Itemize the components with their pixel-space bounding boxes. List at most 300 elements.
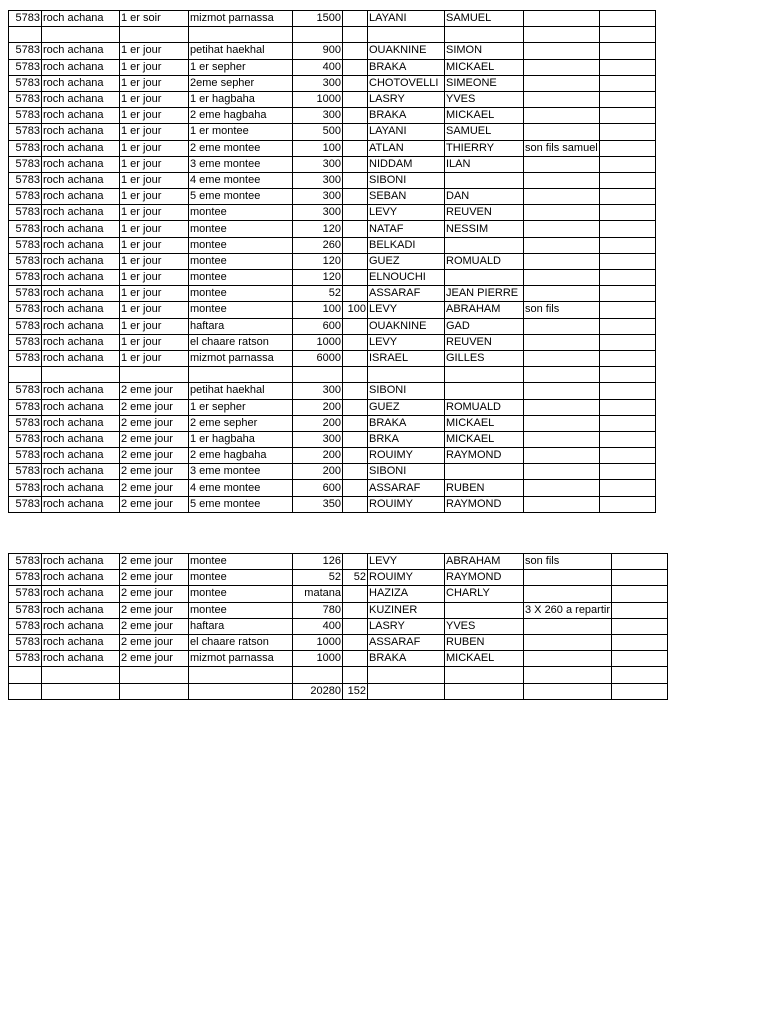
cell-note[interactable] bbox=[524, 570, 612, 586]
cell-day[interactable]: 1 er jour bbox=[120, 253, 189, 269]
cell-amount[interactable]: 1000 bbox=[293, 651, 343, 667]
cell-last-name[interactable]: BRAKA bbox=[368, 108, 445, 124]
cell-extra[interactable] bbox=[612, 586, 668, 602]
cell-year[interactable]: 5783 bbox=[9, 618, 42, 634]
cell-amount[interactable]: 20280 bbox=[293, 683, 343, 699]
cell-day[interactable]: 1 er jour bbox=[120, 59, 189, 75]
cell-note[interactable] bbox=[524, 496, 600, 512]
cell-paid[interactable] bbox=[343, 43, 368, 59]
cell-year[interactable]: 5783 bbox=[9, 172, 42, 188]
cell-extra[interactable] bbox=[599, 172, 655, 188]
cell-day[interactable]: 1 er jour bbox=[120, 91, 189, 107]
cell-note[interactable] bbox=[524, 108, 600, 124]
cell-last-name[interactable]: SIBONI bbox=[368, 464, 445, 480]
cell-honor[interactable] bbox=[189, 667, 293, 683]
cell-amount[interactable]: 350 bbox=[293, 496, 343, 512]
cell-first-name[interactable]: RAYMOND bbox=[445, 570, 524, 586]
cell-paid[interactable] bbox=[343, 496, 368, 512]
cell-day[interactable]: 1 er jour bbox=[120, 334, 189, 350]
cell-extra[interactable] bbox=[599, 205, 655, 221]
cell-extra[interactable] bbox=[599, 350, 655, 366]
cell-day[interactable]: 2 eme jour bbox=[120, 399, 189, 415]
cell-last-name[interactable]: GUEZ bbox=[368, 399, 445, 415]
cell-day[interactable]: 1 er jour bbox=[120, 189, 189, 205]
cell-extra[interactable] bbox=[599, 464, 655, 480]
cell-last-name[interactable] bbox=[368, 367, 445, 383]
cell-day[interactable]: 2 eme jour bbox=[120, 431, 189, 447]
cell-last-name[interactable] bbox=[368, 683, 445, 699]
cell-first-name[interactable]: CHARLY bbox=[445, 586, 524, 602]
cell-honor[interactable] bbox=[189, 367, 293, 383]
cell-year[interactable] bbox=[9, 667, 42, 683]
cell-amount[interactable]: 300 bbox=[293, 172, 343, 188]
cell-first-name[interactable]: GAD bbox=[445, 318, 524, 334]
cell-last-name[interactable]: OUAKNINE bbox=[368, 318, 445, 334]
cell-note[interactable] bbox=[524, 75, 600, 91]
cell-first-name[interactable]: MICKAEL bbox=[445, 431, 524, 447]
cell-day[interactable]: 1 er jour bbox=[120, 124, 189, 140]
cell-paid[interactable] bbox=[343, 651, 368, 667]
cell-note[interactable] bbox=[524, 651, 612, 667]
cell-last-name[interactable]: BELKADI bbox=[368, 237, 445, 253]
cell-paid[interactable] bbox=[343, 480, 368, 496]
cell-last-name[interactable]: GUEZ bbox=[368, 253, 445, 269]
cell-day[interactable] bbox=[120, 27, 189, 43]
cell-note[interactable] bbox=[524, 667, 612, 683]
cell-honor[interactable]: 1 er sepher bbox=[189, 59, 293, 75]
cell-extra[interactable] bbox=[599, 11, 655, 27]
cell-first-name[interactable]: MICKAEL bbox=[445, 108, 524, 124]
cell-event[interactable] bbox=[42, 27, 120, 43]
cell-first-name[interactable] bbox=[445, 367, 524, 383]
cell-extra[interactable] bbox=[599, 253, 655, 269]
cell-event[interactable]: roch achana bbox=[42, 286, 120, 302]
cell-paid[interactable]: 100 bbox=[343, 302, 368, 318]
cell-event[interactable]: roch achana bbox=[42, 448, 120, 464]
cell-first-name[interactable]: YVES bbox=[445, 618, 524, 634]
cell-amount[interactable] bbox=[293, 667, 343, 683]
cell-first-name[interactable] bbox=[445, 683, 524, 699]
cell-event[interactable] bbox=[42, 367, 120, 383]
cell-event[interactable]: roch achana bbox=[42, 399, 120, 415]
cell-last-name[interactable] bbox=[368, 27, 445, 43]
cell-year[interactable]: 5783 bbox=[9, 140, 42, 156]
cell-year[interactable]: 5783 bbox=[9, 554, 42, 570]
cell-honor[interactable]: montee bbox=[189, 205, 293, 221]
cell-amount[interactable]: 200 bbox=[293, 399, 343, 415]
cell-extra[interactable] bbox=[599, 415, 655, 431]
cell-event[interactable]: roch achana bbox=[42, 651, 120, 667]
cell-amount[interactable] bbox=[293, 27, 343, 43]
cell-amount[interactable]: 260 bbox=[293, 237, 343, 253]
cell-extra[interactable] bbox=[612, 634, 668, 650]
cell-honor[interactable]: el chaare ratson bbox=[189, 634, 293, 650]
cell-note[interactable] bbox=[524, 253, 600, 269]
cell-day[interactable]: 1 er soir bbox=[120, 11, 189, 27]
cell-note[interactable] bbox=[524, 480, 600, 496]
cell-first-name[interactable]: ROMUALD bbox=[445, 399, 524, 415]
cell-note[interactable] bbox=[524, 334, 600, 350]
cell-note[interactable] bbox=[524, 172, 600, 188]
cell-amount[interactable]: 300 bbox=[293, 383, 343, 399]
cell-day[interactable]: 1 er jour bbox=[120, 221, 189, 237]
cell-honor[interactable]: montee bbox=[189, 270, 293, 286]
cell-event[interactable]: roch achana bbox=[42, 59, 120, 75]
cell-honor[interactable]: 4 eme montee bbox=[189, 480, 293, 496]
cell-honor[interactable]: montee bbox=[189, 302, 293, 318]
cell-first-name[interactable]: ROMUALD bbox=[445, 253, 524, 269]
cell-amount[interactable]: 126 bbox=[293, 554, 343, 570]
cell-paid[interactable] bbox=[343, 667, 368, 683]
cell-year[interactable]: 5783 bbox=[9, 205, 42, 221]
cell-day[interactable]: 2 eme jour bbox=[120, 448, 189, 464]
cell-last-name[interactable]: NIDDAM bbox=[368, 156, 445, 172]
cell-day[interactable]: 2 eme jour bbox=[120, 496, 189, 512]
cell-honor[interactable]: 1 er hagbaha bbox=[189, 91, 293, 107]
cell-note[interactable] bbox=[524, 205, 600, 221]
cell-amount[interactable]: 600 bbox=[293, 480, 343, 496]
cell-honor[interactable]: montee bbox=[189, 286, 293, 302]
cell-honor[interactable]: montee bbox=[189, 221, 293, 237]
cell-event[interactable]: roch achana bbox=[42, 205, 120, 221]
cell-first-name[interactable] bbox=[445, 383, 524, 399]
cell-day[interactable]: 2 eme jour bbox=[120, 415, 189, 431]
cell-honor[interactable]: 3 eme montee bbox=[189, 464, 293, 480]
cell-note[interactable] bbox=[524, 11, 600, 27]
cell-honor[interactable]: petihat haekhal bbox=[189, 43, 293, 59]
cell-amount[interactable]: 400 bbox=[293, 618, 343, 634]
cell-honor[interactable]: montee bbox=[189, 554, 293, 570]
cell-paid[interactable] bbox=[343, 334, 368, 350]
cell-honor[interactable]: montee bbox=[189, 602, 293, 618]
cell-paid[interactable] bbox=[343, 253, 368, 269]
cell-extra[interactable] bbox=[599, 124, 655, 140]
cell-extra[interactable] bbox=[599, 270, 655, 286]
cell-honor[interactable]: montee bbox=[189, 253, 293, 269]
cell-last-name[interactable]: ASSARAF bbox=[368, 634, 445, 650]
cell-amount[interactable]: 300 bbox=[293, 156, 343, 172]
cell-year[interactable]: 5783 bbox=[9, 286, 42, 302]
cell-note[interactable]: 3 X 260 a repartir bbox=[524, 602, 612, 618]
cell-note[interactable] bbox=[524, 367, 600, 383]
cell-last-name[interactable]: ROUIMY bbox=[368, 570, 445, 586]
cell-day[interactable]: 2 eme jour bbox=[120, 634, 189, 650]
cell-honor[interactable]: petihat haekhal bbox=[189, 383, 293, 399]
cell-last-name[interactable]: OUAKNINE bbox=[368, 43, 445, 59]
cell-paid[interactable] bbox=[343, 431, 368, 447]
cell-note[interactable] bbox=[524, 27, 600, 43]
cell-first-name[interactable] bbox=[445, 172, 524, 188]
cell-last-name[interactable]: CHOTOVELLI bbox=[368, 75, 445, 91]
cell-last-name[interactable]: LEVY bbox=[368, 302, 445, 318]
cell-note[interactable] bbox=[524, 586, 612, 602]
cell-day[interactable]: 1 er jour bbox=[120, 318, 189, 334]
cell-honor[interactable]: 2 eme hagbaha bbox=[189, 108, 293, 124]
cell-amount[interactable]: 52 bbox=[293, 570, 343, 586]
cell-extra[interactable] bbox=[612, 554, 668, 570]
cell-honor[interactable]: mizmot parnassa bbox=[189, 651, 293, 667]
cell-first-name[interactable]: SAMUEL bbox=[445, 11, 524, 27]
cell-last-name[interactable] bbox=[368, 667, 445, 683]
cell-paid[interactable] bbox=[343, 383, 368, 399]
cell-paid[interactable] bbox=[343, 618, 368, 634]
cell-paid[interactable] bbox=[343, 11, 368, 27]
cell-honor[interactable]: mizmot parnassa bbox=[189, 11, 293, 27]
cell-honor[interactable]: mizmot parnassa bbox=[189, 350, 293, 366]
cell-day[interactable]: 1 er jour bbox=[120, 286, 189, 302]
cell-paid[interactable] bbox=[343, 27, 368, 43]
cell-honor[interactable] bbox=[189, 27, 293, 43]
cell-note[interactable] bbox=[524, 59, 600, 75]
cell-paid[interactable] bbox=[343, 415, 368, 431]
cell-last-name[interactable]: LASRY bbox=[368, 618, 445, 634]
cell-year[interactable]: 5783 bbox=[9, 334, 42, 350]
cell-event[interactable]: roch achana bbox=[42, 108, 120, 124]
cell-amount[interactable] bbox=[293, 367, 343, 383]
cell-first-name[interactable]: JEAN PIERRE bbox=[445, 286, 524, 302]
cell-honor[interactable]: haftara bbox=[189, 618, 293, 634]
cell-year[interactable]: 5783 bbox=[9, 59, 42, 75]
cell-paid[interactable] bbox=[343, 399, 368, 415]
cell-paid[interactable] bbox=[343, 91, 368, 107]
cell-event[interactable]: roch achana bbox=[42, 91, 120, 107]
cell-paid[interactable] bbox=[343, 140, 368, 156]
cell-year[interactable]: 5783 bbox=[9, 602, 42, 618]
cell-note[interactable] bbox=[524, 286, 600, 302]
cell-year[interactable]: 5783 bbox=[9, 302, 42, 318]
cell-day[interactable]: 1 er jour bbox=[120, 237, 189, 253]
cell-extra[interactable] bbox=[599, 302, 655, 318]
cell-honor[interactable]: 5 eme montee bbox=[189, 189, 293, 205]
cell-year[interactable]: 5783 bbox=[9, 496, 42, 512]
cell-first-name[interactable] bbox=[445, 667, 524, 683]
cell-event[interactable]: roch achana bbox=[42, 350, 120, 366]
cell-year[interactable]: 5783 bbox=[9, 651, 42, 667]
cell-amount[interactable]: 120 bbox=[293, 270, 343, 286]
cell-paid[interactable] bbox=[343, 350, 368, 366]
cell-first-name[interactable]: DAN bbox=[445, 189, 524, 205]
cell-last-name[interactable]: LAYANI bbox=[368, 124, 445, 140]
cell-note[interactable] bbox=[524, 383, 600, 399]
cell-note[interactable] bbox=[524, 270, 600, 286]
cell-extra[interactable] bbox=[612, 651, 668, 667]
cell-year[interactable]: 5783 bbox=[9, 415, 42, 431]
cell-amount[interactable]: 200 bbox=[293, 448, 343, 464]
cell-event[interactable]: roch achana bbox=[42, 318, 120, 334]
cell-year[interactable]: 5783 bbox=[9, 270, 42, 286]
cell-extra[interactable] bbox=[599, 27, 655, 43]
cell-paid[interactable] bbox=[343, 189, 368, 205]
cell-first-name[interactable]: ABRAHAM bbox=[445, 554, 524, 570]
cell-day[interactable]: 1 er jour bbox=[120, 75, 189, 91]
cell-year[interactable]: 5783 bbox=[9, 253, 42, 269]
cell-year[interactable] bbox=[9, 683, 42, 699]
cell-note[interactable]: son fils samuel bbox=[524, 140, 600, 156]
cell-year[interactable]: 5783 bbox=[9, 399, 42, 415]
cell-year[interactable] bbox=[9, 367, 42, 383]
cell-extra[interactable] bbox=[599, 496, 655, 512]
cell-first-name[interactable]: RAYMOND bbox=[445, 448, 524, 464]
cell-extra[interactable] bbox=[612, 667, 668, 683]
cell-honor[interactable]: montee bbox=[189, 586, 293, 602]
cell-amount[interactable]: 200 bbox=[293, 464, 343, 480]
cell-paid[interactable] bbox=[343, 464, 368, 480]
cell-note[interactable] bbox=[524, 350, 600, 366]
cell-day[interactable]: 2 eme jour bbox=[120, 383, 189, 399]
cell-year[interactable]: 5783 bbox=[9, 221, 42, 237]
cell-last-name[interactable]: ROUIMY bbox=[368, 448, 445, 464]
cell-event[interactable]: roch achana bbox=[42, 415, 120, 431]
cell-extra[interactable] bbox=[599, 156, 655, 172]
cell-note[interactable] bbox=[524, 618, 612, 634]
cell-year[interactable]: 5783 bbox=[9, 464, 42, 480]
cell-last-name[interactable]: ASSARAF bbox=[368, 480, 445, 496]
cell-last-name[interactable]: SEBAN bbox=[368, 189, 445, 205]
cell-paid[interactable] bbox=[343, 59, 368, 75]
cell-year[interactable]: 5783 bbox=[9, 75, 42, 91]
cell-first-name[interactable]: MICKAEL bbox=[445, 651, 524, 667]
cell-amount[interactable]: 120 bbox=[293, 253, 343, 269]
cell-first-name[interactable] bbox=[445, 602, 524, 618]
cell-note[interactable] bbox=[524, 448, 600, 464]
cell-amount[interactable]: 1000 bbox=[293, 91, 343, 107]
cell-amount[interactable]: 600 bbox=[293, 318, 343, 334]
cell-note[interactable] bbox=[524, 399, 600, 415]
cell-amount[interactable]: 6000 bbox=[293, 350, 343, 366]
cell-event[interactable]: roch achana bbox=[42, 496, 120, 512]
cell-note[interactable] bbox=[524, 431, 600, 447]
cell-paid[interactable] bbox=[343, 270, 368, 286]
cell-amount[interactable]: 300 bbox=[293, 205, 343, 221]
cell-year[interactable]: 5783 bbox=[9, 350, 42, 366]
cell-day[interactable]: 2 eme jour bbox=[120, 554, 189, 570]
cell-event[interactable]: roch achana bbox=[42, 11, 120, 27]
cell-note[interactable] bbox=[524, 634, 612, 650]
cell-paid[interactable] bbox=[343, 108, 368, 124]
cell-first-name[interactable]: THIERRY bbox=[445, 140, 524, 156]
cell-extra[interactable] bbox=[599, 431, 655, 447]
cell-first-name[interactable]: SIMON bbox=[445, 43, 524, 59]
cell-day[interactable]: 2 eme jour bbox=[120, 570, 189, 586]
cell-paid[interactable] bbox=[343, 124, 368, 140]
cell-extra[interactable] bbox=[612, 602, 668, 618]
cell-extra[interactable] bbox=[599, 189, 655, 205]
cell-year[interactable]: 5783 bbox=[9, 91, 42, 107]
cell-extra[interactable] bbox=[599, 399, 655, 415]
cell-first-name[interactable]: YVES bbox=[445, 91, 524, 107]
cell-paid[interactable]: 52 bbox=[343, 570, 368, 586]
cell-first-name[interactable]: REUVEN bbox=[445, 334, 524, 350]
cell-year[interactable]: 5783 bbox=[9, 124, 42, 140]
cell-event[interactable]: roch achana bbox=[42, 189, 120, 205]
cell-event[interactable] bbox=[42, 683, 120, 699]
cell-last-name[interactable]: ATLAN bbox=[368, 140, 445, 156]
cell-year[interactable]: 5783 bbox=[9, 448, 42, 464]
cell-last-name[interactable]: SIBONI bbox=[368, 172, 445, 188]
cell-paid[interactable] bbox=[343, 237, 368, 253]
cell-note[interactable] bbox=[524, 43, 600, 59]
cell-day[interactable] bbox=[120, 367, 189, 383]
cell-note[interactable] bbox=[524, 415, 600, 431]
cell-amount[interactable]: 100 bbox=[293, 140, 343, 156]
cell-event[interactable]: roch achana bbox=[42, 140, 120, 156]
cell-honor[interactable]: 4 eme montee bbox=[189, 172, 293, 188]
cell-event[interactable]: roch achana bbox=[42, 602, 120, 618]
cell-paid[interactable] bbox=[343, 448, 368, 464]
cell-extra[interactable] bbox=[599, 237, 655, 253]
cell-first-name[interactable]: MICKAEL bbox=[445, 59, 524, 75]
cell-year[interactable]: 5783 bbox=[9, 237, 42, 253]
cell-note[interactable] bbox=[524, 91, 600, 107]
cell-extra[interactable] bbox=[599, 59, 655, 75]
cell-extra[interactable] bbox=[599, 43, 655, 59]
cell-honor[interactable]: 2eme sepher bbox=[189, 75, 293, 91]
cell-honor[interactable]: 2 eme montee bbox=[189, 140, 293, 156]
cell-amount[interactable]: 52 bbox=[293, 286, 343, 302]
cell-amount[interactable]: 300 bbox=[293, 75, 343, 91]
cell-amount[interactable]: 200 bbox=[293, 415, 343, 431]
cell-amount[interactable]: 400 bbox=[293, 59, 343, 75]
cell-last-name[interactable]: BRAKA bbox=[368, 415, 445, 431]
cell-extra[interactable] bbox=[599, 318, 655, 334]
cell-day[interactable]: 2 eme jour bbox=[120, 480, 189, 496]
cell-day[interactable]: 1 er jour bbox=[120, 43, 189, 59]
cell-extra[interactable] bbox=[599, 480, 655, 496]
cell-paid[interactable] bbox=[343, 221, 368, 237]
cell-extra[interactable] bbox=[599, 75, 655, 91]
cell-note[interactable]: son fils bbox=[524, 302, 600, 318]
cell-event[interactable]: roch achana bbox=[42, 464, 120, 480]
cell-extra[interactable] bbox=[599, 334, 655, 350]
cell-day[interactable] bbox=[120, 683, 189, 699]
cell-last-name[interactable]: LEVY bbox=[368, 205, 445, 221]
cell-day[interactable]: 1 er jour bbox=[120, 156, 189, 172]
cell-event[interactable]: roch achana bbox=[42, 124, 120, 140]
cell-event[interactable]: roch achana bbox=[42, 334, 120, 350]
cell-event[interactable]: roch achana bbox=[42, 75, 120, 91]
cell-first-name[interactable]: MICKAEL bbox=[445, 415, 524, 431]
cell-honor[interactable]: 3 eme montee bbox=[189, 156, 293, 172]
cell-event[interactable]: roch achana bbox=[42, 618, 120, 634]
cell-first-name[interactable] bbox=[445, 270, 524, 286]
cell-paid[interactable] bbox=[343, 602, 368, 618]
cell-paid[interactable] bbox=[343, 318, 368, 334]
cell-first-name[interactable] bbox=[445, 237, 524, 253]
cell-event[interactable]: roch achana bbox=[42, 480, 120, 496]
cell-event[interactable]: roch achana bbox=[42, 634, 120, 650]
cell-honor[interactable]: haftara bbox=[189, 318, 293, 334]
cell-note[interactable] bbox=[524, 318, 600, 334]
cell-event[interactable]: roch achana bbox=[42, 570, 120, 586]
cell-event[interactable]: roch achana bbox=[42, 237, 120, 253]
cell-extra[interactable] bbox=[599, 91, 655, 107]
cell-first-name[interactable]: RUBEN bbox=[445, 480, 524, 496]
cell-day[interactable]: 1 er jour bbox=[120, 350, 189, 366]
cell-honor[interactable]: 1 er hagbaha bbox=[189, 431, 293, 447]
cell-paid[interactable] bbox=[343, 75, 368, 91]
cell-first-name[interactable]: RUBEN bbox=[445, 634, 524, 650]
cell-last-name[interactable]: KUZINER bbox=[368, 602, 445, 618]
cell-day[interactable]: 1 er jour bbox=[120, 140, 189, 156]
cell-event[interactable] bbox=[42, 667, 120, 683]
cell-day[interactable]: 2 eme jour bbox=[120, 602, 189, 618]
cell-honor[interactable]: 1 er sepher bbox=[189, 399, 293, 415]
cell-year[interactable]: 5783 bbox=[9, 156, 42, 172]
cell-year[interactable]: 5783 bbox=[9, 189, 42, 205]
cell-extra[interactable] bbox=[599, 108, 655, 124]
cell-year[interactable]: 5783 bbox=[9, 43, 42, 59]
cell-note[interactable] bbox=[524, 221, 600, 237]
